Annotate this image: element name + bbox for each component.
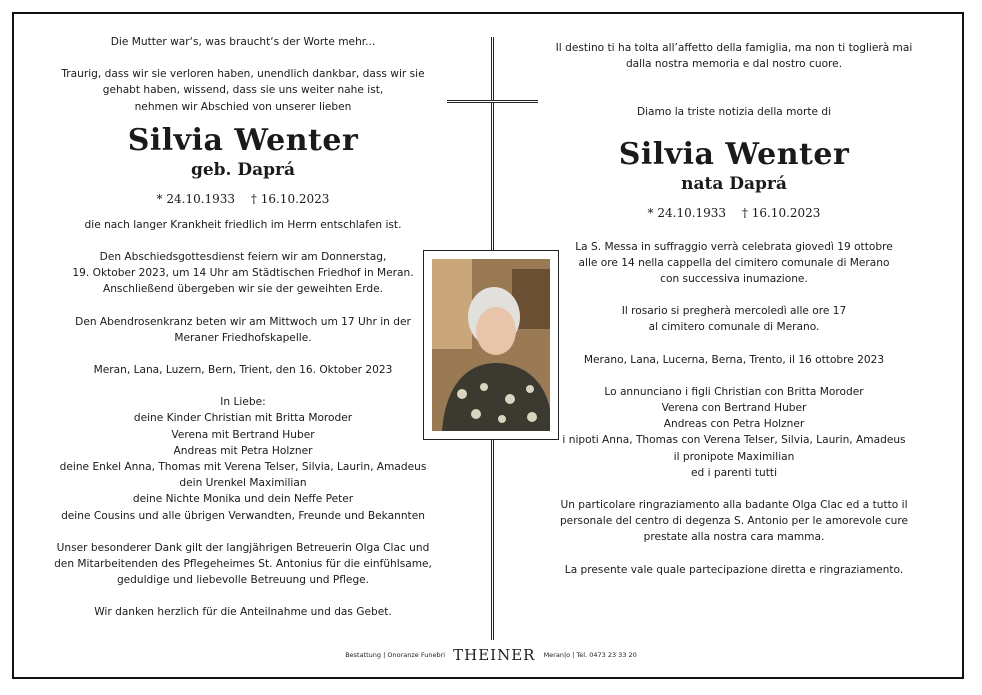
mourner-line: Andreas con Petra Holzner: [663, 418, 805, 431]
mourner-line: deine Nichte Monika und dein Neffe Peter: [132, 493, 354, 506]
intro-line: Il destino ti ha tolta all’affetto della famiglia, ma non ti toglierà mai: [555, 42, 913, 54]
german-column: [30, 34, 456, 621]
rosary-line: Meraner Friedhofskapelle.: [174, 331, 312, 344]
mass-line: La S. Messa in suffraggio verrà celebrata giovedì 19 ottobre: [575, 240, 893, 253]
footer-services: Bestattung | Onoranze Funebri: [345, 651, 446, 659]
closing-line: Wir danken herzlich für die Anteilnahme und das Gebet.: [94, 606, 392, 619]
service-line: Den Abschiedsgottesdienst feiern wir am Donnerstag,: [99, 251, 387, 264]
mourner-line: ed i parenti tutti: [690, 466, 778, 479]
maiden-name: nata Daprá: [681, 173, 787, 194]
thanks-line: den Mitarbeitenden des Pflegeheimes St. Antonius für die einfühlsame,: [54, 558, 432, 571]
death-date: † 16.10.2023: [741, 205, 821, 220]
life-dates: [30, 189, 456, 209]
mourner-line: Verena mit Bertrand Huber: [171, 428, 315, 441]
funeral-home-logo: THEINER: [453, 646, 536, 664]
place-date: Meran, Lana, Luzern, Bern, Trient, den 16. Oktober 2023: [93, 364, 393, 377]
thanks-line: personale del centro di degenza S. Antonio per le amorevole cure: [559, 515, 909, 528]
mourner-line: il pronipote Maximilian: [673, 450, 795, 463]
mass-line: con successiva inumazione.: [660, 273, 808, 286]
service-line: Anschließend übergeben wir sie der geweihten Erde.: [102, 283, 384, 296]
mourner-line: i nipoti Anna, Thomas con Verena Telser, Silvia, Laurin, Amadeus: [562, 434, 906, 447]
rosary-line: Il rosario si pregherà mercoledì alle ore 17: [621, 305, 847, 318]
closing-line: La presente vale quale partecipazione diretta e ringraziamento.: [564, 563, 904, 576]
death-date: † 16.10.2023: [250, 191, 330, 206]
poem-line: Traurig, dass wir sie verloren haben, unendlich dankbar, dass wir sie: [61, 68, 425, 81]
funeral-home-footer: [0, 646, 982, 664]
thanks-line: geduldige und liebevolle Betreuung und Pflege.: [116, 574, 370, 587]
birth-date: * 24.10.1933: [156, 191, 236, 206]
life-dates: [520, 203, 948, 223]
birth-date: * 24.10.1933: [647, 205, 727, 220]
deceased-name: Silvia Wenter: [618, 136, 850, 172]
rosary-line: Den Abendrosenkranz beten wir am Mittwoch um 17 Uhr in der: [75, 315, 411, 328]
intro-line: dalla nostra memoria e dal nostro cuore.: [625, 58, 843, 71]
rosary-line: al cimitero comunale di Merano.: [648, 321, 820, 334]
footer-contact: Meran|o | Tel. 0473 23 33 20: [543, 651, 637, 659]
mass-line: alle ore 14 nella cappella del cimitero comunale di Merano: [578, 256, 890, 269]
place-date: Merano, Lana, Lucerna, Berna, Trento, il 16 ottobre 2023: [583, 353, 885, 366]
italian-column: [520, 40, 948, 578]
thanks-line: Un particolare ringraziamento alla badante Olga Clac ed a tutto il: [560, 499, 908, 512]
announce-line: Diamo la triste notizia della morte di: [636, 106, 832, 119]
maiden-name: geb. Daprá: [190, 159, 296, 180]
mourner-line: In Liebe:: [220, 396, 266, 409]
mourner-line: Verena con Bertrand Huber: [661, 402, 807, 415]
deceased-name: Silvia Wenter: [127, 122, 359, 158]
thanks-line: Unser besonderer Dank gilt der langjährigen Betreuerin Olga Clac und: [56, 541, 430, 554]
thanks-line: prestate alla nostra cara mamma.: [643, 531, 825, 544]
poem-line: gehabt haben, wissend, dass sie uns weiter nahe ist,: [102, 84, 384, 97]
mourner-line: Andreas mit Petra Holzner: [173, 444, 313, 457]
mourner-line: deine Kinder Christian mit Britta Moroder: [133, 412, 353, 425]
mourner-line: deine Cousins und alle übrigen Verwandten, Freunde und Bekannten: [61, 509, 425, 522]
mourner-line: dein Urenkel Maximilian: [179, 477, 307, 490]
mourner-line: deine Enkel Anna, Thomas mit Verena Telser, Silvia, Laurin, Amadeus: [59, 461, 427, 474]
death-line: die nach langer Krankheit friedlich im Herrn entschlafen ist.: [84, 218, 402, 231]
poem-line: nehmen wir Abschied von unserer lieben: [134, 100, 352, 113]
intro-line: Die Mutter war‘s, was braucht‘s der Worte mehr...: [110, 36, 376, 48]
mourner-line: Lo annunciano i figli Christian con Britta Moroder: [604, 385, 864, 398]
service-line: 19. Oktober 2023, um 14 Uhr am Städtischen Friedhof in Meran.: [72, 267, 414, 280]
